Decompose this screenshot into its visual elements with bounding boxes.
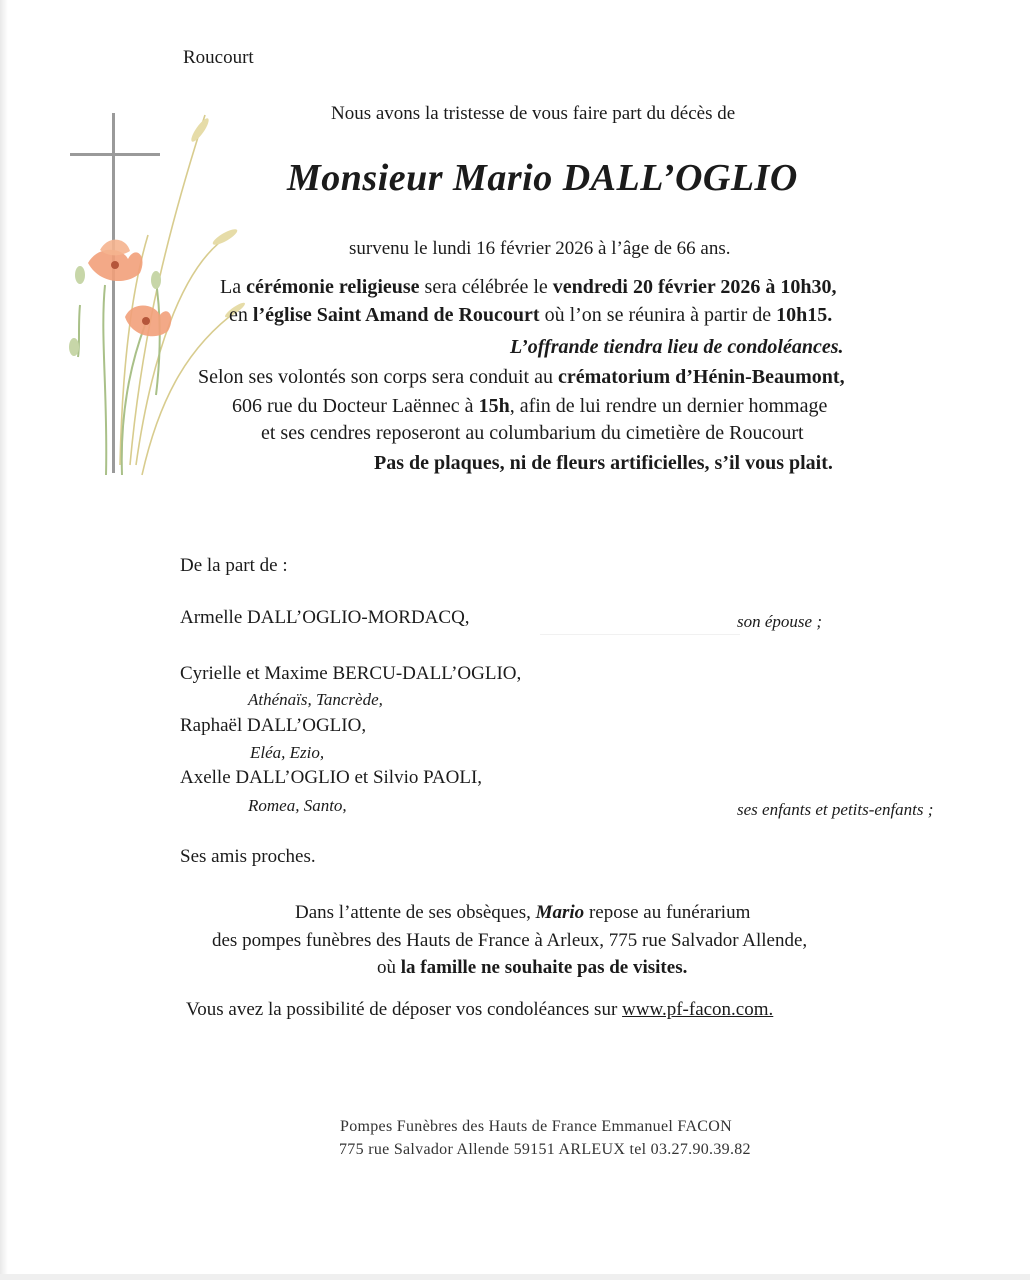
divider <box>540 634 740 635</box>
spouse-name: Armelle DALL’OGLIO-MORDACQ, <box>180 607 470 628</box>
ceremony-type: cérémonie religieuse <box>246 276 420 298</box>
child-name: Cyrielle et Maxime BERCU-DALL’OGLIO, <box>180 663 522 684</box>
cross-horizontal-bar <box>70 153 160 156</box>
cremation-text: , afin de lui rendre un dernier hommage <box>509 395 828 417</box>
death-line: survenu le lundi 16 février 2026 à l’âge de 66 ans. <box>349 238 731 259</box>
ceremony-text: La <box>220 276 247 298</box>
visit-text: Dans l’attente de ses obsèques, <box>295 902 536 923</box>
ceremony-text: sera célébrée le <box>419 276 553 298</box>
footer-address: 775 rue Salvador Allende 59151 ARLEUX tel 03.27.90.39.82 <box>339 1141 751 1158</box>
ceremony-line-2 <box>229 304 832 327</box>
deceased-first-name: Mario <box>535 902 585 923</box>
child-name: Raphaël DALL’OGLIO, <box>180 715 367 736</box>
gathering-time: 10h15. <box>776 304 833 326</box>
spouse-role: son épouse ; <box>737 612 822 631</box>
crematorium-name: crématorium d’Hénin-Beaumont, <box>557 366 845 388</box>
ceremony-line-1 <box>220 276 836 299</box>
ceremony-text: en <box>229 304 253 326</box>
no-visits-note: la famille ne souhaite pas de visites. <box>400 957 688 978</box>
visit-line-3 <box>377 957 687 979</box>
offering-note: L’offrande tiendra lieu de condoléances. <box>510 336 844 358</box>
condolences-text: Vous avez la possibilité de déposer vos condoléances sur <box>186 999 623 1020</box>
church-name: l’église Saint Amand de Roucourt <box>252 304 540 326</box>
children-role: ses enfants et petits-enfants ; <box>737 800 934 819</box>
deceased-name: Monsieur Mario DALL’OGLIO <box>287 157 798 199</box>
cremation-time: 15h <box>478 395 510 417</box>
ceremony-text: où l’on se réunira à partir de <box>539 304 777 326</box>
child-name: Axelle DALL’OGLIO et Silvio PAOLI, <box>180 767 483 788</box>
intro-text: Nous avons la tristesse de vous faire part du décès de <box>331 103 736 124</box>
grandchildren-names: Eléa, Ezio, <box>250 743 325 762</box>
cremation-text: Selon ses volontés son corps sera conduit au <box>198 366 558 388</box>
flowers-note: Pas de plaques, ni de fleurs artificielles, s’il vous plait. <box>374 452 833 474</box>
town-label: Roucourt <box>183 47 254 68</box>
cremation-line-2 <box>232 395 827 418</box>
footer-company: Pompes Funèbres des Hauts de France Emmanuel FACON <box>340 1118 732 1135</box>
friends-label: Ses amis proches. <box>180 846 316 867</box>
poppy-stems-icon <box>78 275 160 475</box>
condolences-link[interactable]: www.pf-facon.com. <box>622 999 774 1020</box>
scan-edge <box>0 0 8 1280</box>
from-label: De la part de : <box>180 555 288 576</box>
grandchildren-names: Athénaïs, Tancrède, <box>248 690 383 709</box>
scan-edge-bottom <box>0 1274 1030 1280</box>
grandchildren-names: Romea, Santo, <box>248 796 347 815</box>
ceremony-date: vendredi 20 février 2026 à 10h30, <box>552 276 837 298</box>
visit-text: où <box>377 957 401 978</box>
visit-text: repose au funérarium <box>584 902 751 923</box>
visit-line-2: des pompes funèbres des Hauts de France à Arleux, 775 rue Salvador Allende, <box>212 930 808 951</box>
poppy-flowers-icon <box>88 240 171 337</box>
cremation-line-1 <box>198 366 845 389</box>
condolences-line <box>186 999 773 1021</box>
cross-vertical-bar <box>112 113 115 473</box>
cremation-text: 606 rue du Docteur Laënnec à <box>232 395 479 417</box>
visit-line-1 <box>295 902 750 924</box>
cremation-line-3: et ses cendres reposeront au columbarium du cimetière de Roucourt <box>261 422 804 444</box>
